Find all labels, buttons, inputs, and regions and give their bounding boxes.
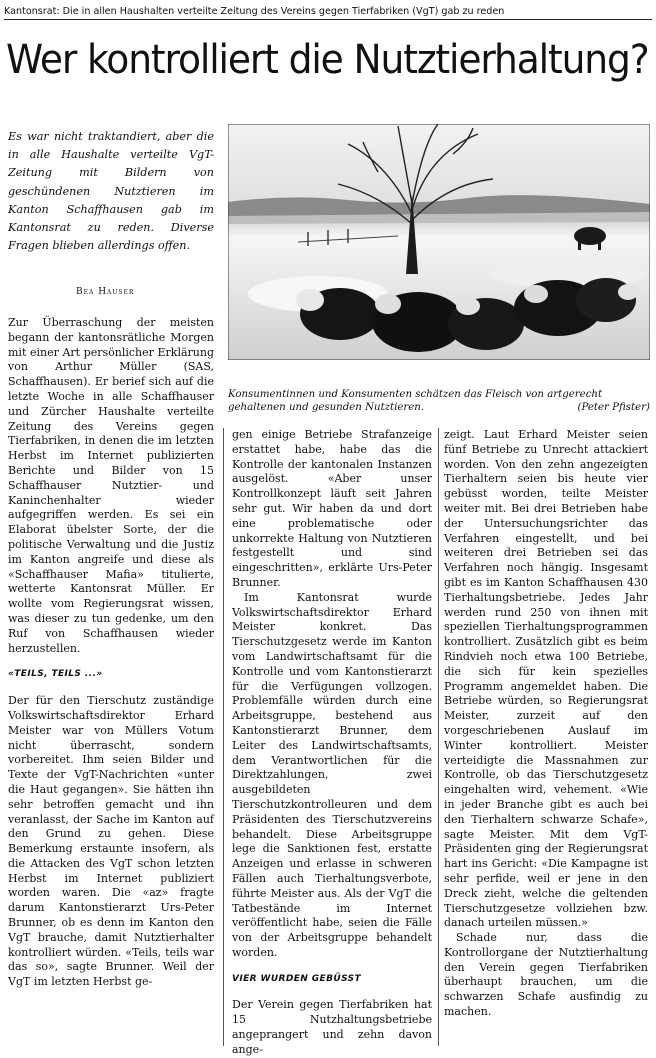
paragraph: gen einige Betriebe Strafanzeige erstattet habe, habe das die Kontrolle der kantonalen Instanzen ausgelöst. «Aber unser Kontrollkonzept läuft seit Jahren sehr gut. Wir haben da und dort eine problematische oder unkorrekte Haltung von Nutztieren festgestellt und sind eingeschritten», erklärte Urs-Peter Brunner. (232, 428, 432, 589)
column-rule (223, 428, 224, 1046)
paragraph: zeigt. Laut Erhard Meister seien fünf Betriebe zu Unrecht attackiert worden. Von den zehn angezeigten Tierhaltern seien bis heute vier gebüsst worden, teilte Meister weiter mit. Bei drei Betrieben habe der Untersuchungsrichter das Verfahren eingestellt, und bei weiteren drei Betrieben sei das Verfahren noch hängig. Insgesamt gibt es im Kanton Schaffhausen 430 Tierhaltungsbetriebe. Jedes Jahr werden rund 250 von ihnen mit speziellen Tierhaltungsprogrammen kontrolliert. Zusätzlich gibt es beim Rindvieh noch etwa 100 Betriebe, die sich für kein spezielles Programm angemeldet haben. Die Betriebe würden, so Regierungsrat Meister, zurzeit auf den vorgeschriebenen Auslauf im Winter kontrolliert. Meister verteidigte die Massnahmen zur Kontrolle, ob das Tierschutzgesetz eingehalten wird, vehement. «Wie in jeder Branche gibt es auch bei den Tierhaltern schwarze Schafe», sagte Meister. Mit dem VgT-Präsidenten ging der Regierungsrat hart ins Gericht: «Die Kampagne ist sehr perfide, weil er jene in den Dreck zieht, welche die geltenden Tierschutzgesetze vollziehen bzw. danach urteilen müssen.» (444, 428, 648, 930)
headline: Wer kontrolliert die Nutztierhaltung? (6, 37, 649, 83)
article-column-2 (232, 428, 432, 1058)
caption-text: Konsumentinnen und Konsumenten schätzen das Fleisch von artgerecht gehaltenen und gesunden Nutztieren. (228, 389, 603, 414)
paragraph: Im Kantonsrat wurde Volkswirtschaftsdirektor Erhard Meister konkret. Das Tierschutzgesetz werde im Kanton vom Landwirtschaftsamt für die Kontrolle und vom Kantonstierarzt für die Verfügungen vollzogen. Problemfälle würden durch eine Arbeitsgruppe, bestehend aus Kantonstierarzt Brunner, dem Leiter des Landwirtschaftsamts, dem Verantwortlichen für die Direktzahlungen, zwei ausgebildeten Tierschutzkontrolleuren und dem Präsidenten des Tierschutzvereins behandelt. Diese Arbeitsgruppe lege die Sanktionen fest, erstatte Anzeigen und erlasse in schweren Fällen auch Tierhaltungsverbote, führte Meister aus. Als der VgT die Tatbestände im Internet veröffentlicht habe, seien die Fälle von der Arbeitsgruppe behandelt worden. (232, 590, 432, 959)
byline: Bea Hauser (76, 287, 135, 297)
lead-paragraph: Es war nicht traktandiert, aber die in alle Haushalte verteilte VgT-Zeitung mit Bildern von geschündenen Nutztieren im Kanton Schaffhausen gab im Kantonsrat zu reden. Diverse Fragen blieben allerdings offen. (8, 130, 214, 253)
cows-in-snow-image (228, 124, 650, 360)
paragraph: Schade nur, dass die Kontrollorgane der Nutztierhaltung den Verein gegen Tierfabriken überhaupt brauchen, um die schwarzen Schafe ausfindig zu machen. (444, 931, 648, 1019)
subheading: «TEILS, TEILS ...» (8, 669, 103, 680)
column-rule (438, 428, 439, 1046)
paragraph: Zur Überraschung der meisten begann der kantonsrätliche Morgen mit einer Art persönlicher Erklärung von Arthur Müller (SAS, Schaffhausen). Er berief sich auf die letzte Woche in alle Schaffhauser und Zürcher Haushalte verteilte Zeitung des Vereins gegen Tierfabriken, in denen die im letzten Herbst im Internet publizierten Berichte und Bilder von 15 Schaffhauser Nutztier- und Kaninchenhalter wieder aufgegriffen werden. Es sei ein Elaborat übelster Sorte, der die politische Verwaltung und die Justiz im Kanton angreife und diese als «Schaffhauser Mafia» titulierte, wetterte Kantonsrat Müller. Er wollte vom Regierungsrat wissen, was dieser zu tun gedenke, um den Ruf von Schaffhausen wieder herzustellen. (8, 316, 214, 655)
paragraph: Der für den Tierschutz zuständige Volkswirtschaftsdirektor Erhard Meister war von Müllers Votum nicht überrascht, sondern vorbereitet. Ihm seien Bilder und Texte der VgT-Nachrichten «unter die Haut gegangen». Sie hätten ihn sehr betroffen gemacht und ihn veranlasst, der Sache im Kanton auf den Grund zu gehen. Diese Bemerkung erstaunte insofern, als die Attacken des VgT schon letzten Herbst im Internet publiziert worden waren. Die «az» fragte darum Kantonstierarzt Urs-Peter Brunner, ob es denn im Kanton den VgT brauche, damit Nutztierhalter kontrolliert würden. «Teils, teils war das so», sagte Brunner. Weil der VgT im letzten Herbst ge- (8, 694, 214, 989)
kicker-line: Kantonsrat: Die in allen Haushalten verteilte Zeitung des Vereins gegen Tierfabriken (VgT) gab zu reden (4, 6, 652, 20)
article-photo (228, 124, 650, 360)
photo-caption (228, 388, 650, 414)
subheading: VIER WURDEN GEBÜSST (232, 973, 362, 984)
article-column-3 (444, 428, 648, 1020)
photo-credit: (Peter Pfister) (577, 402, 650, 414)
article-column-1 (8, 316, 214, 990)
paragraph: Der Verein gegen Tierfabriken hat 15 Nutzhaltungsbetriebe angeprangert und zehn davon ange- (232, 998, 432, 1056)
